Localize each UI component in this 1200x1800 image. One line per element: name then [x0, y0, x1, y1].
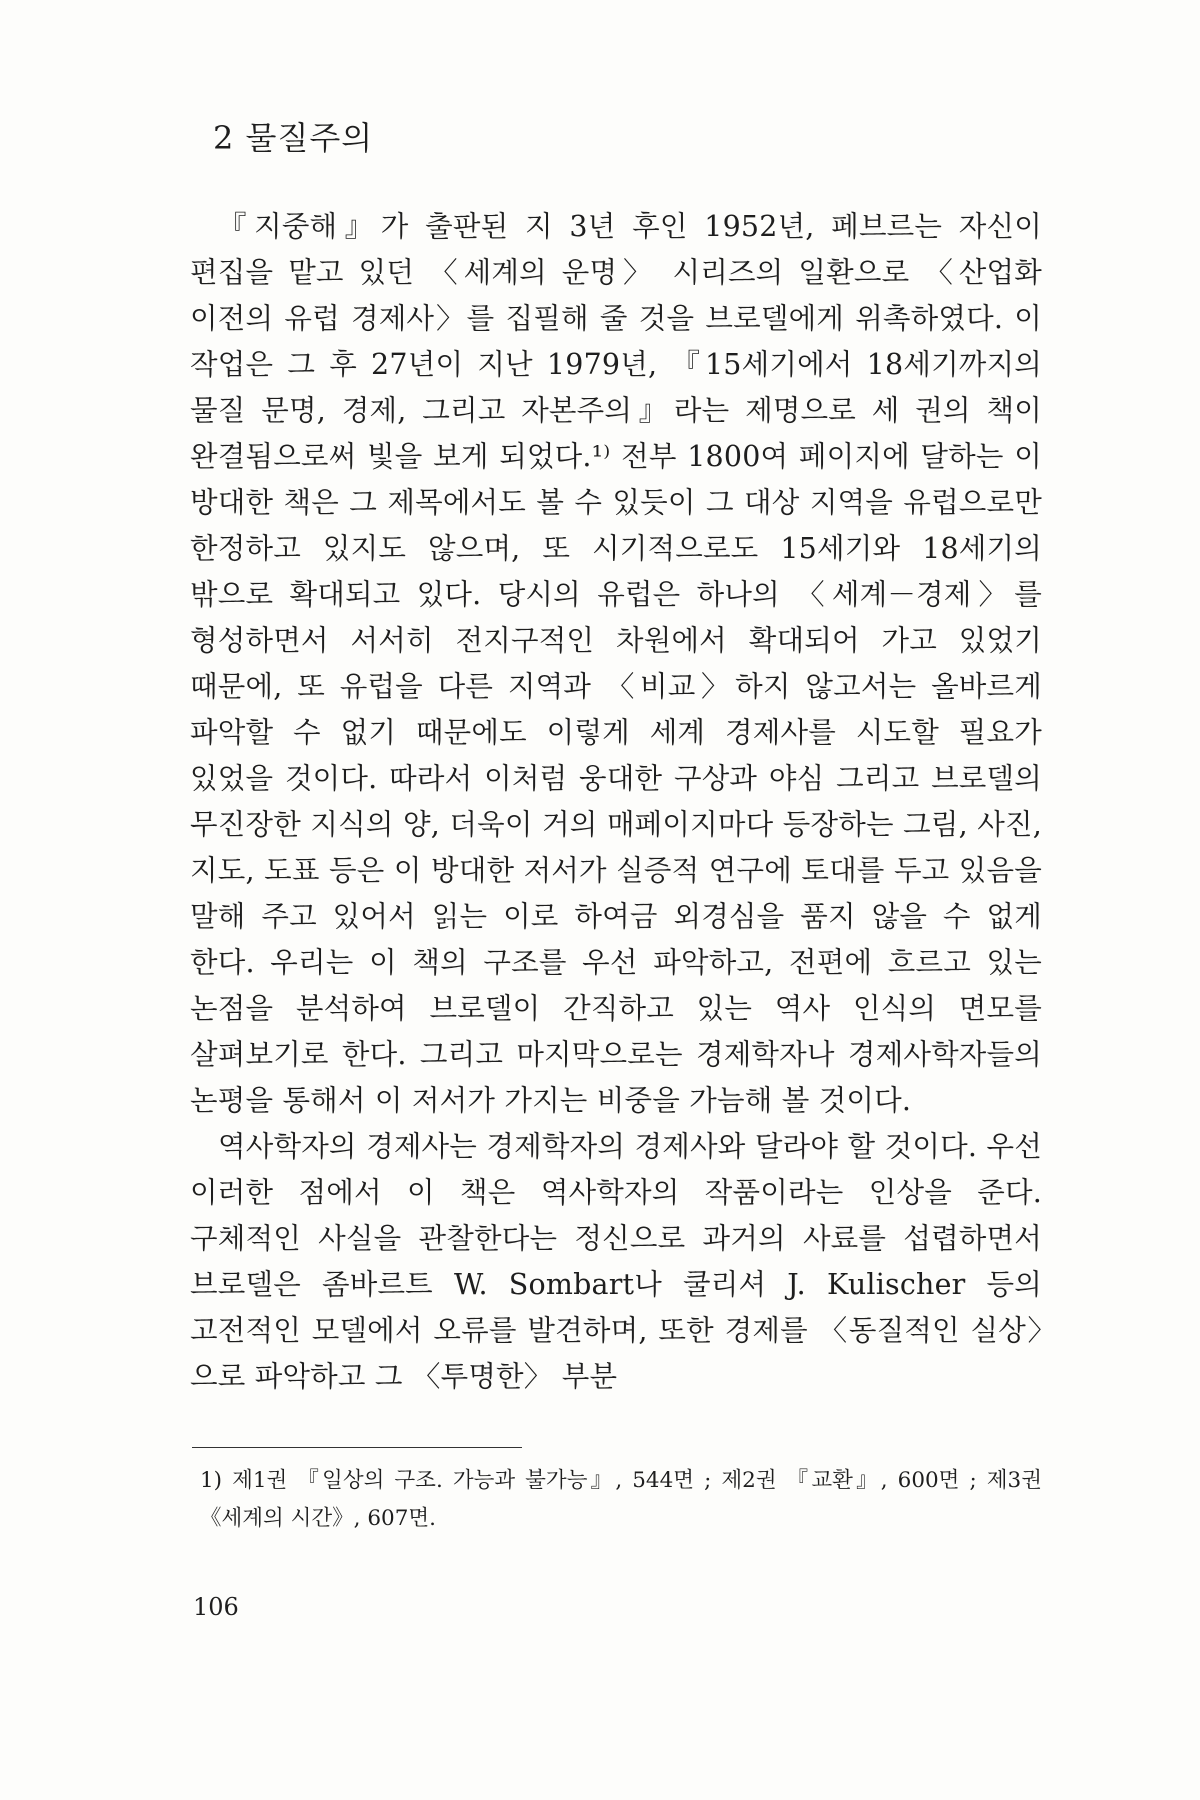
paragraph-1: 『지중해』가 출판된 지 3년 후인 1952년, 페브르는 자신이 편집을 맡고 있던 〈세계의 운명〉 시리즈의 일환으로 〈산업화 이전의 유럽 경제사〉를 집필해 줄 것을 브로델에게 위촉하였다. 이 작업은 그 후 27년이 지난 1979년, 『15세기에서 18세기까지의 물질 문명, 경제, 그리고 자본주의』라는 제명으로 세 권의 책이 완결됨으로써 빛을 보게 되었다.¹⁾ 전부 1800여 페이지에 달하는 이 방대한 책은 그 제목에서도 볼 수 있듯이 그 대상 지역을 유럽으로만 한정하고 있지도 않으며, 또 시기적으로도 15세기와 18세기의 밖으로 확대되고 있다. 당시의 유럽은 하나의 〈세계－경제〉를 형성하면서 서서히 전지구적인 차원에서 확대되어 가고 있었기 때문에, 또 유럽을 다른 지역과 〈비교〉하지 않고서는 올바르게 파악할 수 없기 때문에도 이렇게 세계 경제사를 시도할 필요가 있었을 것이다. 따라서 이처럼 웅대한 구상과 야심 그리고 브로델의 무진장한 지식의 양, 더욱이 거의 매페이지마다 등장하는 그림, 사진, 지도, 도표 등은 이 방대한 저서가 실증적 연구에 토대를 두고 있음을 말해 주고 있어서 읽는 이로 하여금 외경심을 품지 않을 수 없게 한다. 우리는 이 책의 구조를 우선 파악하고, 전편에 흐르고 있는 논점을 분석하여 브로델이 간직하고 있는 역사 인식의 면모를 살펴보기로 한다. 그리고 마지막으로는 경제학자나 경제사학자들의 논평을 통해서 이 저서가 가지는 비중을 가늠해 볼 것이다.	[190, 210, 1042, 1117]
page-number: 106	[193, 1593, 239, 1621]
footnote-divider	[192, 1447, 522, 1448]
paragraph-2: 역사학자의 경제사는 경제학자의 경제사와 달라야 할 것이다. 우선 이러한 점에서 이 책은 역사학자의 작품이라는 인상을 준다. 구체적인 사실을 관찰한다는 정신으로 과거의 사료를 섭렵하면서 브로델은 좀바르트 W. Sombart나 쿨리셔 J. Kulischer 등의 고전적인 모델에서 오류를 발견하며, 또한 경제를 〈동질적인 실상〉으로 파악하고 그 〈투명한〉 부분	[190, 1130, 1042, 1393]
footnote: 1) 제1권 『일상의 구조. 가능과 불가능』, 544면 ; 제2권 『교환』, 600면 ; 제3권 《세계의 시간》, 607면.	[200, 1468, 1042, 1531]
body-text	[190, 204, 1042, 1400]
section-heading: 2 물질주의	[213, 119, 374, 157]
